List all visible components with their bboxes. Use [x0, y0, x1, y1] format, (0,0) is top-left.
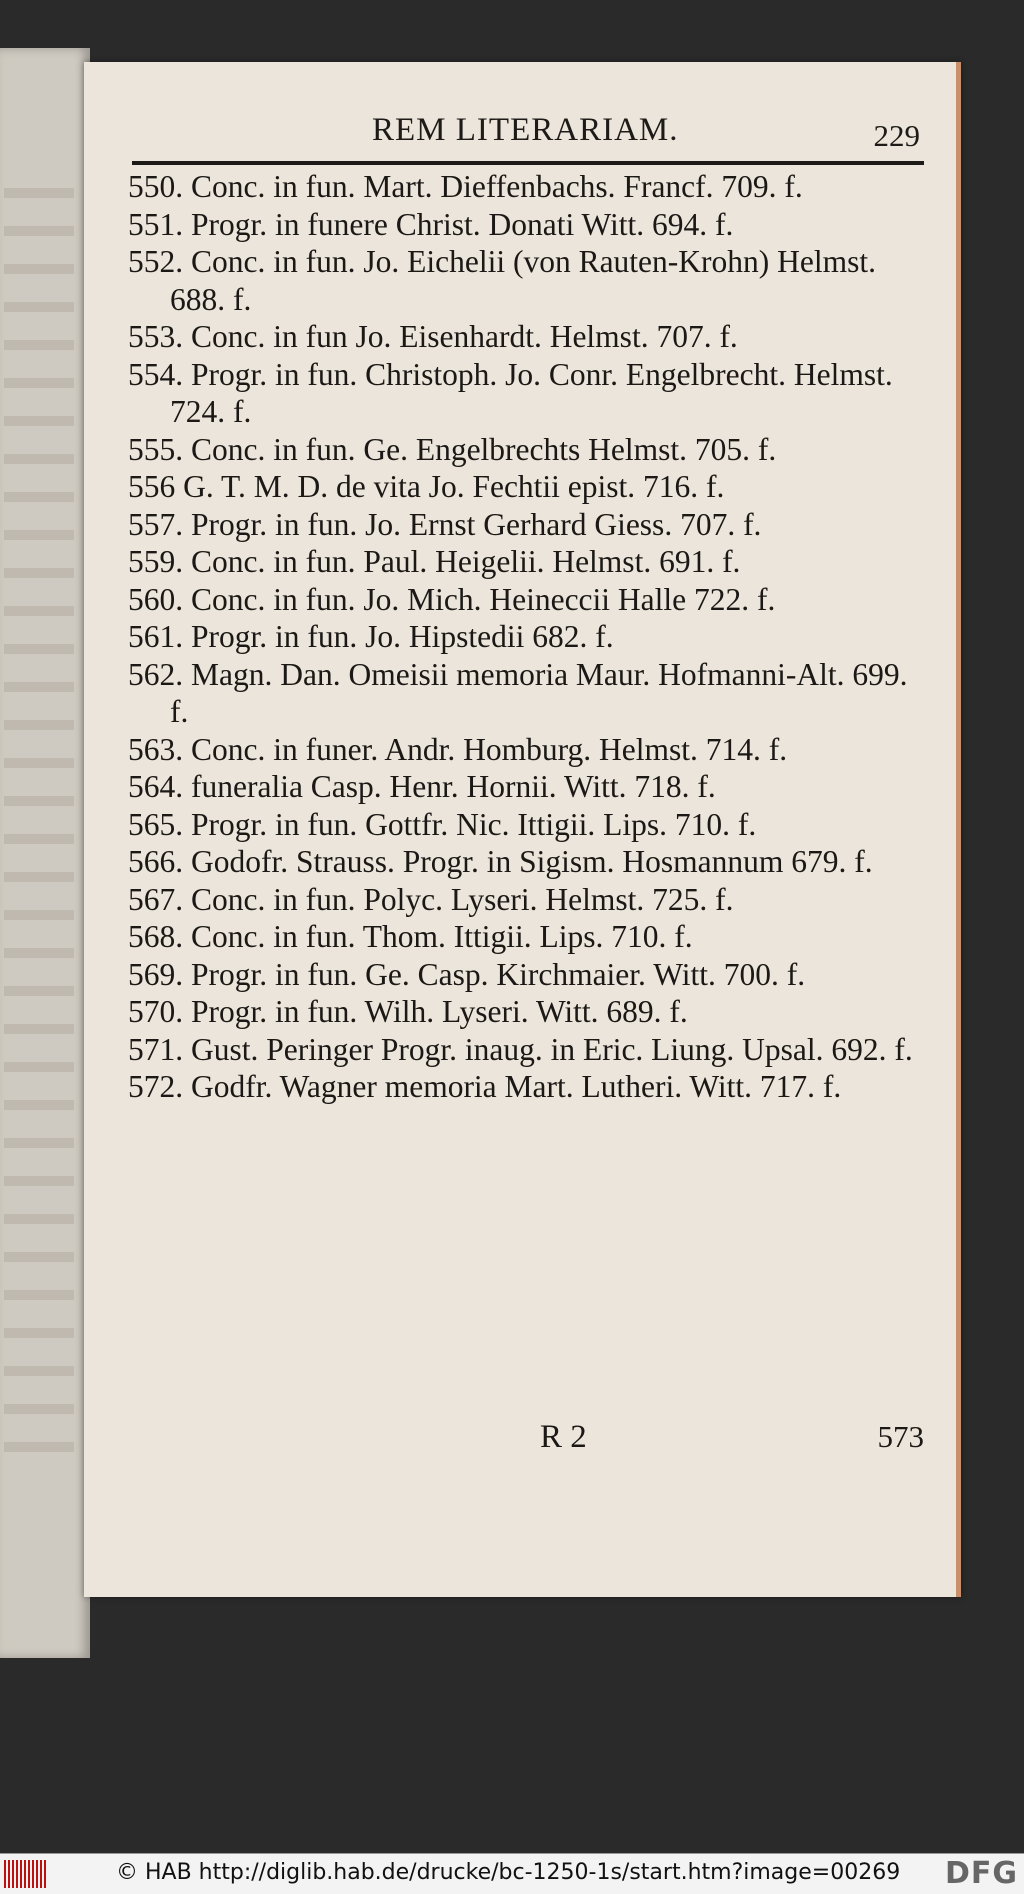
list-item: 560. Conc. in fun. Jo. Mich. Heineccii Halle 722. f.	[128, 581, 776, 617]
list-item: 561. Progr. in fun. Jo. Hipstedii 682. f.	[128, 619, 614, 654]
list-item: 559. Conc. in fun. Paul. Heigelii. Helmst. 691. f.	[128, 544, 741, 579]
book-page	[84, 62, 961, 1597]
list-item: 557. Progr. in fun. Jo. Ernst Gerhard Giess. 707. f.	[128, 506, 762, 542]
facing-page-bleed-through	[4, 188, 74, 1468]
page-header	[132, 112, 924, 166]
facing-page-edge	[0, 48, 90, 1658]
list-item: 555. Conc. in fun. Ge. Engelbrechts Helmst. 705. f.	[128, 431, 777, 467]
page-footer	[132, 1419, 924, 1469]
list-item: 571. Gust. Peringer Progr. inaug. in Eric. Liung. Upsal. 692. f.	[128, 1031, 913, 1067]
list-item: 570. Progr. in fun. Wilh. Lyseri. Witt. 689. f.	[128, 994, 688, 1029]
list-item: 552. Conc. in fun. Jo. Eichelii (von Rauten-Krohn) Helmst. 688. f.	[128, 244, 884, 317]
list-item: 563. Conc. in funer. Andr. Homburg. Helmst. 714. f.	[128, 731, 788, 767]
page-number: 229	[873, 118, 920, 153]
list-item: 553. Conc. in fun Jo. Eisenhardt. Helmst. 707. f.	[128, 319, 738, 354]
dfg-logo-icon: DFG	[944, 1856, 1018, 1891]
list-item: 567. Conc. in fun. Polyc. Lyseri. Helmst. 725. f.	[128, 881, 734, 917]
list-item: 564. funeralia Casp. Henr. Hornii. Witt. 718. f.	[128, 769, 716, 804]
list-item: 562. Magn. Dan. Omeisii memoria Maur. Hofmanni-Alt. 699. f.	[128, 656, 916, 729]
list-item: 566. Godofr. Strauss. Progr. in Sigism. Hosmannum 679. f.	[128, 844, 873, 879]
list-item: 556 G. T. M. D. de vita Jo. Fechtii epist. 716. f.	[128, 469, 725, 504]
barcode-icon	[4, 1860, 48, 1888]
credit-link[interactable]: © HAB http://diglib.hab.de/drucke/bc-1250-1s/start.htm?image=00269	[116, 1860, 901, 1885]
header-rule	[132, 161, 924, 165]
catchword: 573	[877, 1419, 924, 1454]
credit-bar	[0, 1853, 1024, 1894]
entry-list	[128, 168, 928, 1106]
list-item: 569. Progr. in fun. Ge. Casp. Kirchmaier. Witt. 700. f.	[128, 956, 806, 992]
list-item: 550. Conc. in fun. Mart. Dieffenbachs. Francf. 709. f.	[128, 169, 803, 204]
list-item: 554. Progr. in fun. Christoph. Jo. Conr. Engelbrecht. Helmst. 724. f.	[128, 356, 901, 429]
running-head: REM LITERARIAM.	[372, 112, 679, 148]
list-item: 565. Progr. in fun. Gottfr. Nic. Ittigii. Lips. 710. f.	[128, 806, 757, 842]
list-item: 551. Progr. in funere Christ. Donati Witt. 694. f.	[128, 206, 734, 242]
list-item: 572. Godfr. Wagner memoria Mart. Lutheri. Witt. 717. f.	[128, 1069, 842, 1104]
signature-mark: R 2	[540, 1419, 587, 1455]
list-item: 568. Conc. in fun. Thom. Ittigii. Lips. 710. f.	[128, 919, 693, 954]
